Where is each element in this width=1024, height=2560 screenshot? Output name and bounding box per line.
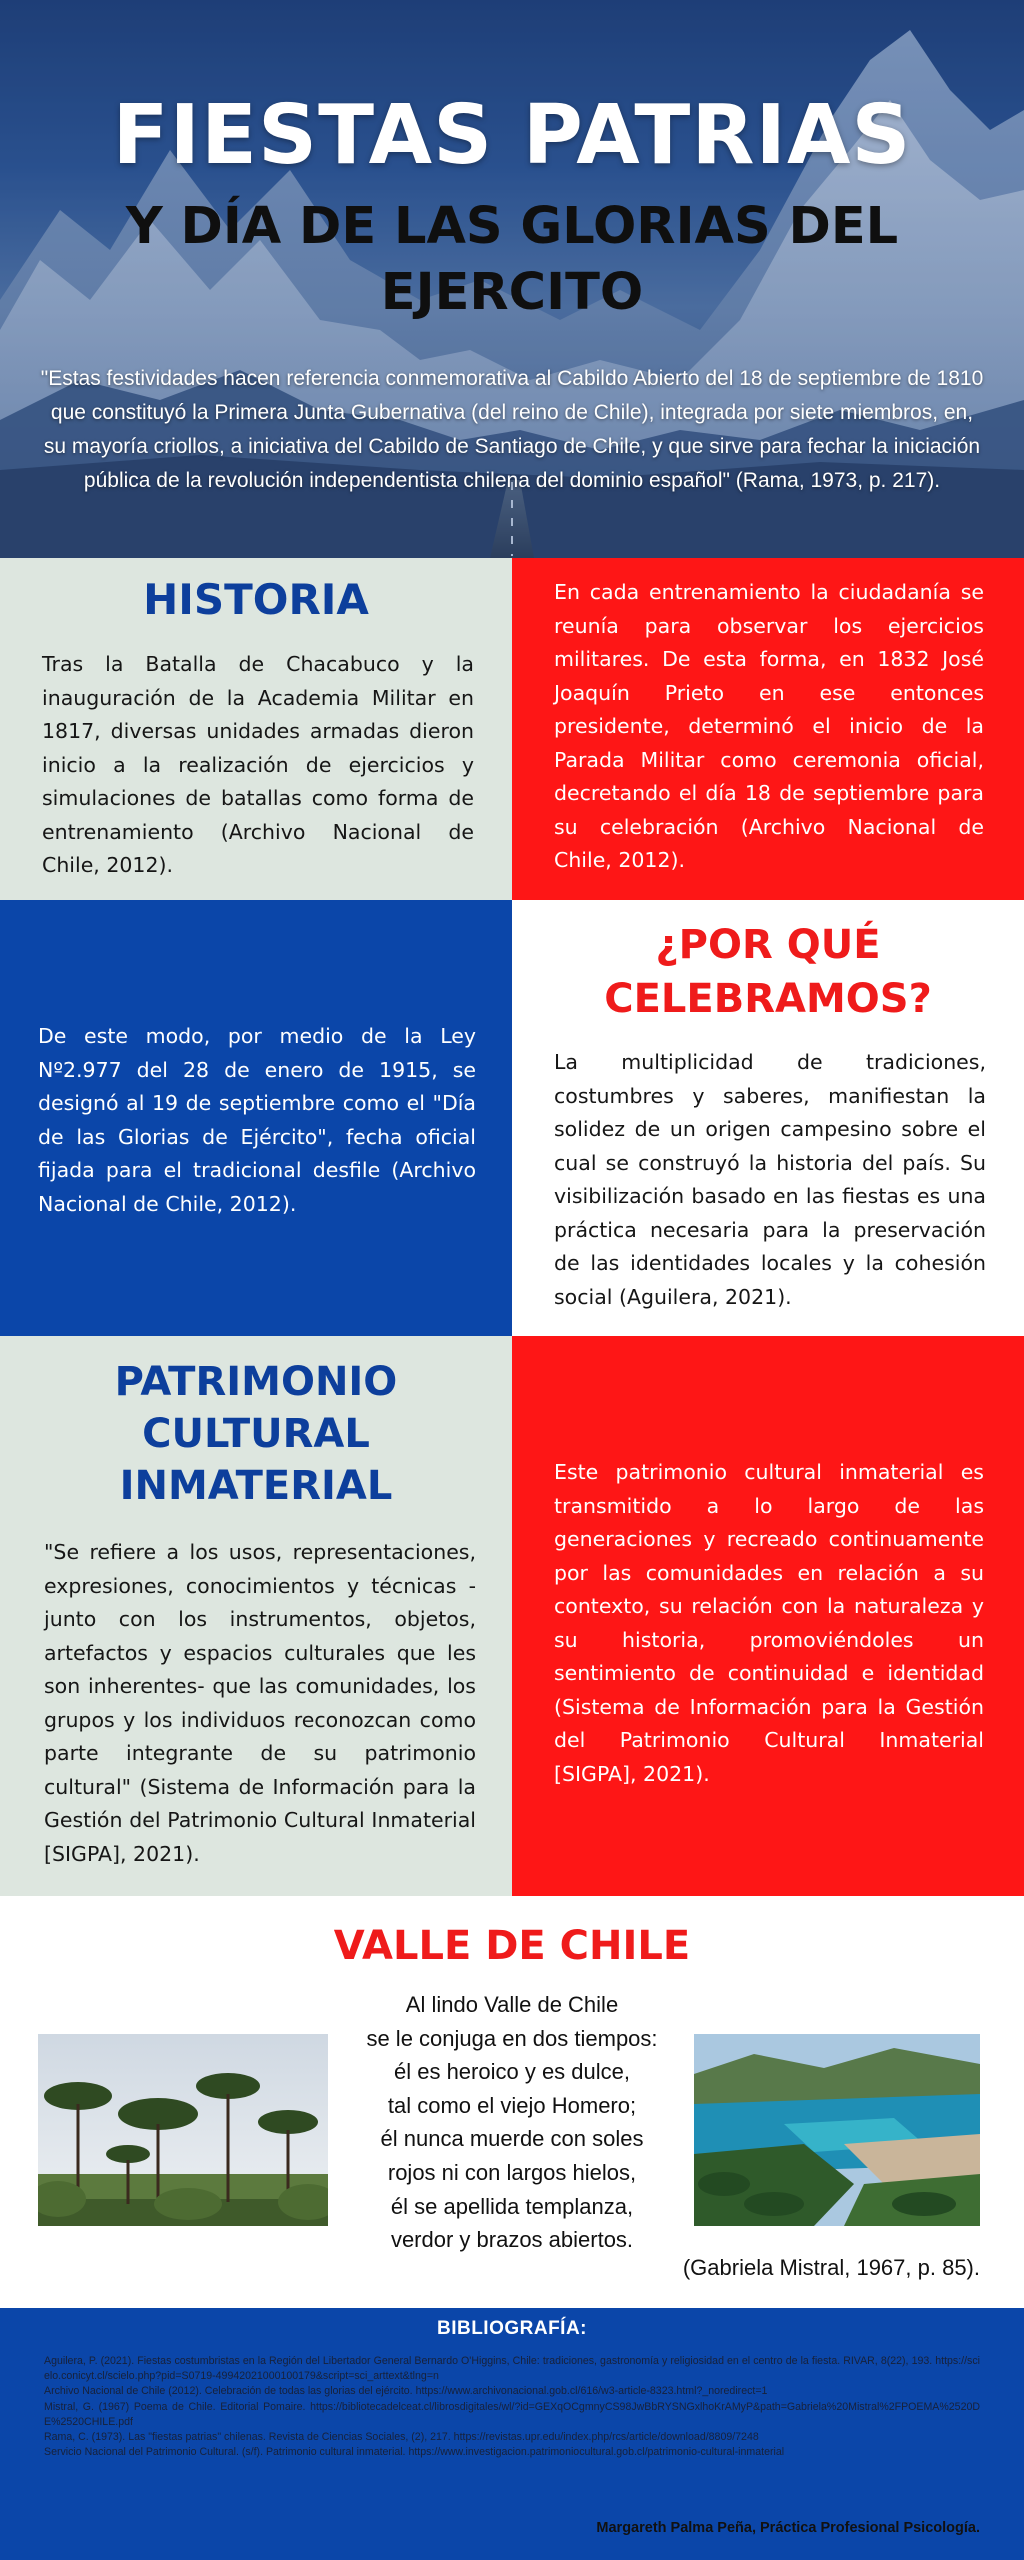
poem-line: verdor y brazos abiertos. [390, 2227, 634, 2253]
poem-line: se le conjuga en dos tiempos: [366, 2025, 658, 2051]
bibliography-list [44, 2354, 980, 2460]
poem-line: rojos ni con largos hielos, [387, 2159, 637, 2185]
page-subtitle: Y DÍA DE LAS GLORIAS DEL EJERCITO [125, 197, 899, 322]
glorias-ejercito-panel [0, 900, 512, 1336]
page-title: FIESTAS PATRIAS [112, 88, 912, 183]
author-credit: Margareth Palma Peña, Práctica Profesional Psicología. [596, 2520, 980, 2536]
lake-forest-photo [694, 2034, 980, 2226]
historia-text: Tras la Batalla de Chacabuco y la inauguración de la Academia Militar en 1817, diversas unidades armadas dieron inicio a la realización de ejercicios y simulaciones de batallas como forma de entrenamiento (Archivo Nacional de Chile, 2012). [42, 652, 474, 877]
historia-heading: HISTORIA [143, 575, 369, 624]
poem-line: tal como el viejo Homero; [387, 2092, 637, 2118]
header-banner [0, 0, 1024, 558]
bibliography-entry[interactable]: Servicio Nacional del Patrimonio Cultural. (s/f). Patrimonio cultural inmaterial. https://www.investigacion.patrimoniocultural.gob.cl/patrimonio-cultural-inmaterial [44, 2446, 785, 2459]
araucaria-trees-photo [38, 2034, 328, 2226]
bibliography-entry[interactable]: Mistral, G. (1967) Poema de Chile. Editorial Pomaire. https://bibliotecadelceat.cl/librosdigitales/wl/?id=GEXqOCgmnyCS98JwBbRYSNGxlhoKrAMyP&path=Gabriela%20Mistral%2FPOEMA%2520DE%2520CHILE.pdf [44, 2400, 980, 2428]
poem-line: Al lindo Valle de Chile [405, 1992, 619, 2017]
bibliography-title: BIBLIOGRAFÍA: [436, 2318, 588, 2339]
transmision-panel [512, 1336, 1024, 1896]
transmision-text: Este patrimonio cultural inmaterial es transmitido a lo largo de las generaciones y recreado continuamente por las comunidades en relación a su contexto, su relación con la naturaleza y su historia, promoviéndoles un sentimiento de continuidad e identidad (Sistema de Información para la Gestión del Patrimonio Cultural Inmaterial [SIGPA], 2021). [554, 1460, 984, 1786]
poem-line: él nunca muerde con soles [380, 2126, 644, 2152]
poem-line: él es heroico y es dulce, [393, 2059, 631, 2085]
bibliography-entry[interactable]: Aguilera, P. (2021). Fiestas costumbristas en la Región del Libertador General Bernardo O'Higgins, Chile: tradiciones, gastronomía y religiosidad en el centro de la fiesta. RIVAR, 8(22), 193. https://scielo.conicyt.cl/scielo.php?pid=S0719-49942021000100179&script=sci_arttext&tlng=n [44, 2355, 980, 2383]
glorias-ejercito-text: De este modo, por medio de la Ley Nº2.977 del 28 de enero de 1915, se designó al 19 de septiembre como el "Día de las Glorias de Ejército", fecha oficial fijada para el tradicional desfile (Archivo Nacional de Chile, 2012). [38, 1024, 476, 1216]
patrimonio-panel [0, 1336, 512, 1896]
poem-line: él se apellida templanza, [390, 2193, 634, 2219]
bibliography-entry[interactable]: Archivo Nacional de Chile (2012). Celebración de todas las glorias del ejército. https://www.archivonacional.gob.cl/616/w3-article-8323.html?_noredirect=1 [44, 2385, 768, 2398]
poem [330, 1988, 694, 2257]
intro-quote: "Estas festividades hacen referencia conmemorativa al Cabildo Abierto del 18 de septiembre de 1810 que constituyó la Primera Junta Gubernativa (del reino de Chile), integrada por siete miembros, en, su mayoría criollos, a iniciativa del Cabildo de Santiago de Chile, y que sirve para fechar la iniciación pública de la revolución independentista chilena del dominio español" (Rama, 1973, p. 217). [40, 367, 984, 492]
patrimonio-text: "Se refiere a los usos, representaciones, expresiones, conocimientos y técnicas - junto con los instrumentos, objetos, artefactos y espacios culturales que les son inherentes- que las comunidades, los grupos y los individuos reconozcan como parte integrante de su patrimonio cultural" (Sistema de Información para la Gestión del Patrimonio Cultural Inmaterial [SIGPA], 2021). [44, 1540, 476, 1866]
poem-citation: (Gabriela Mistral, 1967, p. 85). [682, 2255, 980, 2280]
celebramos-text: La multiplicidad de tradiciones, costumbres y saberes, manifiestan la solidez de un origen campesino sobre el cual se construyó la historia del país. Su visibilización basado en las fiestas es una práctica necesaria para la preservación de las identidades locales y la cohesión social (Aguilera, 2021). [554, 1050, 986, 1309]
historia-panel [0, 558, 512, 900]
celebramos-heading: ¿POR QUÉ CELEBRAMOS? [604, 922, 932, 1022]
celebramos-panel [512, 900, 1024, 1336]
bibliography-entry[interactable]: Rama, C. (1973). Las "fiestas patrias" chilenas. Revista de Ciencias Sociales, (2), 217. https://revistas.upr.edu/index.php/rcs/article/download/8809/7248 [44, 2431, 759, 2444]
valle-heading: VALLE DE CHILE [333, 1923, 691, 1969]
parada-militar-text: En cada entrenamiento la ciudadanía se reunía para observar los ejercicios militares. De esta forma, en 1832 José Joaquín Prieto en ese entonces presidente, determinó el inicio de la Parada Militar como ceremonia oficial, decretando el día 18 de septiembre para su celebración (Archivo Nacional de Chile, 2012). [554, 580, 984, 872]
parada-militar-panel [512, 558, 1024, 900]
patrimonio-heading: PATRIMONIO CULTURAL INMATERIAL [114, 1359, 398, 1509]
